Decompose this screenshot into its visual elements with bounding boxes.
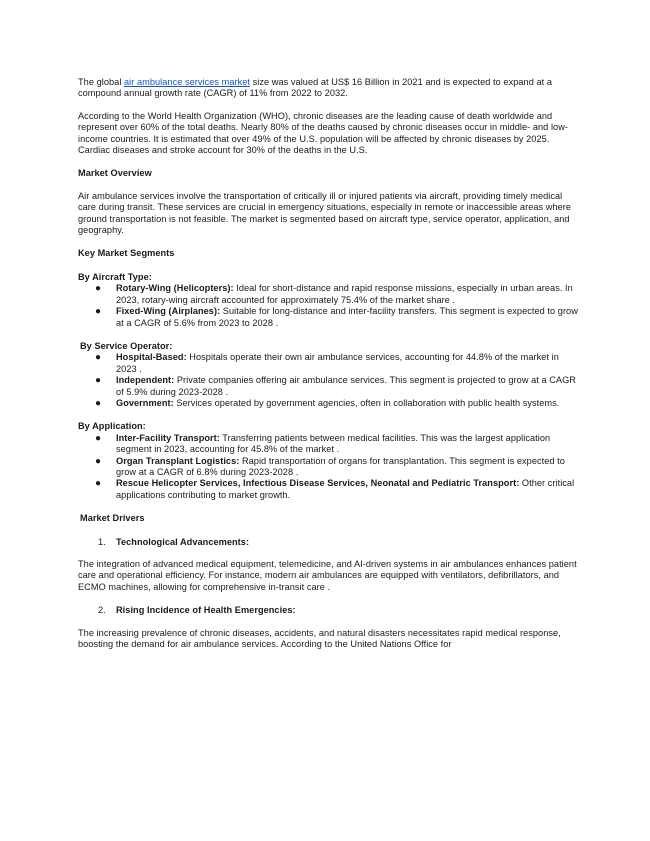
service-operator-list bbox=[78, 352, 578, 409]
bullet-icon: ● bbox=[95, 375, 102, 387]
driver-2-title: 2. Rising Incidence of Health Emergencies: bbox=[98, 605, 296, 616]
aircraft-type-heading: By Aircraft Type: bbox=[78, 271, 152, 282]
list-item: ● Hospital-Based: Hospitals operate their own air ambulance services, accounting for 44.8% of the market in 2023 . bbox=[95, 352, 559, 374]
bullet-icon: ● bbox=[95, 432, 102, 444]
market-overview-heading: Market Overview bbox=[78, 168, 152, 179]
list-item: ● Government: Services operated by government agencies, often in collaboration with public health systems. bbox=[95, 397, 560, 409]
bullet-icon: ● bbox=[95, 455, 102, 467]
key-market-segments-heading: Key Market Segments bbox=[78, 248, 175, 259]
intro-paragraph-1 bbox=[78, 77, 578, 100]
list-item: ● Rescue Helicopter Services, Infectious Disease Services, Neonatal and Pediatric Transport: Other critical applications contributing to market growth. bbox=[95, 478, 575, 500]
aircraft-type-list bbox=[78, 283, 578, 329]
application-heading: By Application: bbox=[78, 421, 146, 432]
bullet-icon: ● bbox=[95, 306, 102, 318]
list-item: ● Fixed-Wing (Airplanes): Suitable for long-distance and inter-facility transfers. This segment is expected to grow at a CAGR of 5.6% from 2023 to 2028 . bbox=[95, 306, 578, 328]
list-item: ● Independent: Private companies offering air ambulance services. This segment is projected to grow at a CAGR of 5.9% during 2023-2028 . bbox=[95, 375, 576, 397]
driver-1-title: 1. Technological Advancements: bbox=[98, 536, 250, 547]
intro-text-end: size was valued at US$ 16 Billion in 2021 and is expected to expand at a compound annual growth rate (CAGR) of 11% from 2022 to 2032. bbox=[78, 77, 552, 99]
list-item: ● Rotary-Wing (Helicopters): Ideal for short-distance and rapid response missions, especially in urban areas. In 2023, rotary-wing aircraft accounted for approximately 75.4% of the market share . bbox=[95, 283, 573, 305]
bullet-icon: ● bbox=[95, 283, 102, 295]
list-item: ● Organ Transplant Logistics: Rapid transportation of organs for transplantation. This segment is expected to grow at a CAGR of 6.8% during 2023-2028 . bbox=[95, 455, 565, 477]
driver-2-text: The increasing prevalence of chronic diseases, accidents, and natural disasters necessitates rapid medical response, boosting the demand for air ambulance services. According to the United Nations Office for bbox=[78, 627, 561, 650]
service-operator-heading: By Service Operator: bbox=[80, 340, 173, 351]
market-overview-text: Air ambulance services involve the transportation of critically ill or injured patients via aircraft, providing timely medical care during transit. These services are crucial in emergency situations, especially in remote or inaccessible areas where ground transportation is not feasible. The market is segmented based on aircraft type, service operator, application, and geography. bbox=[78, 190, 572, 236]
intro-text-start: The global bbox=[78, 77, 125, 87]
document-body bbox=[78, 77, 578, 650]
market-link[interactable]: air ambulance services market bbox=[124, 77, 251, 87]
list-item: ● Inter-Facility Transport: Transferring patients between medical facilities. This was the largest application segment in 2023, accounting for 45.8% of the market . bbox=[95, 432, 551, 455]
bullet-icon: ● bbox=[95, 352, 102, 364]
intro-paragraph-2: According to the World Health Organization (WHO), chronic diseases are the leading cause of death worldwide and represent over 60% of the total deaths. Nearly 80% of the deaths caused by chronic diseases occur in middle- and low-income countries. It is estimated that over 49% of the U.S. population will be affected by chronic diseases by 2025. Cardiac diseases and stroke account for 30% of the deaths in the U.S. bbox=[78, 110, 568, 156]
application-list bbox=[78, 433, 578, 501]
driver-1-text: The integration of advanced medical equipment, telemedicine, and AI-driven systems in air ambulances enhances patient care and operational efficiency. For instance, modern air ambulances are equipped with ventilators, defibrillators, and ECMO machines, allowing for comprehensive in-transit care . bbox=[78, 559, 577, 592]
bullet-icon: ● bbox=[95, 478, 102, 490]
bullet-icon: ● bbox=[95, 397, 102, 409]
market-drivers-heading: Market Drivers bbox=[80, 513, 145, 524]
